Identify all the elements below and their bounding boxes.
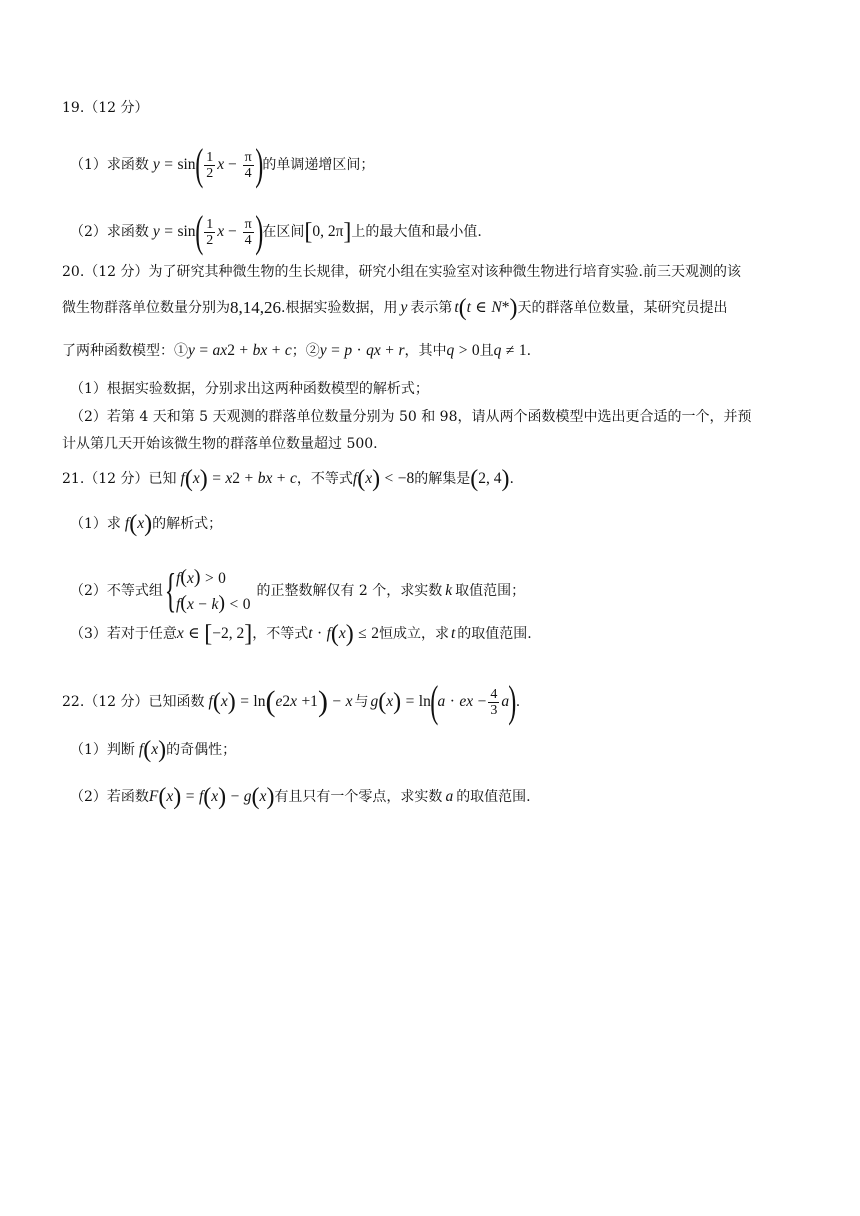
- q19-header: 19.（12 分）: [62, 100, 149, 116]
- q20-part2-line1: （2）若第 4 天和第 5 天观测的群落单位数量分别为 50 和 98，请从两个函数模型中选出更合适的一个，并预: [70, 409, 752, 425]
- inequality-system: { f(x) > 0 f(x − k) < 0: [164, 564, 251, 617]
- q22-part2: （2）若函数 F ( x ) = f ( x ) − g ( x ) 有且只有一个零点，求实数 a 的取值范围.: [70, 784, 531, 810]
- q19-part1: （1）求函数 y = sin ( $\frac{1}{2}$ x − $\frac{\pi}{4}$ ) 的单调递增区间；: [70, 140, 375, 189]
- math-formula: y = sin ( $\frac{1}{2}$ x − $\frac{\pi}{4}$ ): [152, 140, 264, 189]
- q21-part3: （3）若对于任意 x ∈ [ −2, 2 ] ，不等式 t · f ( x ) ≤ 2 恒成立，求 t 的取值范围.: [70, 621, 532, 647]
- q20-line3: 了两种函数模型：① y = ax 2 + bx + c ；② y = p · q x + r ，其中 q > 0 且 q ≠ 1 .: [62, 342, 532, 359]
- q19-part2: （2）求函数 y = sin ( $\frac{1}{2}$ x − $\frac{\pi}{4}$ ) 在区间 [ 0, 2π ] 上的最大值和最小值.: [70, 207, 482, 256]
- q21-part2: （2）不等式组 { f(x) > 0 f(x − k) < 0 的正整数解仅有 2 个，求实数 k 取值范围；: [70, 564, 526, 617]
- q21-line1: 21.（12 分）已知 f ( x ) = x 2 + bx + c ，不等式 f ( x ) < −8 的解集是 ( 2, 4 ) .: [62, 466, 514, 492]
- math-formula: y = sin ( $\frac{1}{2}$ x − $\frac{\pi}{4}$ ): [152, 207, 264, 256]
- q22-part1: （1）判断 f ( x ) 的奇偶性；: [70, 737, 237, 763]
- q20-line2: 微生物群落单位数量分别为 8,14,26 .根据实验数据，用 y 表示第 t ( t ∈ N * ) 天的群落单位数量，某研究员提出: [62, 295, 728, 321]
- q22-line1: 22.（12 分）已知函数 f ( x ) = ln ( e 2x +1 ) − x 与 g ( x ) = ln ( a · e x − $\frac{4}{3}$ a ) .: [62, 677, 521, 726]
- q20-part2-line2: 计从第几天开始该微生物的群落单位数量超过 500.: [62, 436, 378, 452]
- q20-line1: 20.（12 分）为了研究其种微生物的生长规律，研究小组在实验室对该种微生物进行培育实验.前三天观测的该: [62, 264, 741, 280]
- q21-part1: （1）求 f ( x ) 的解析式；: [70, 511, 223, 537]
- q20-part1: （1）根据实验数据，分别求出这两种函数模型的解析式；: [70, 381, 429, 397]
